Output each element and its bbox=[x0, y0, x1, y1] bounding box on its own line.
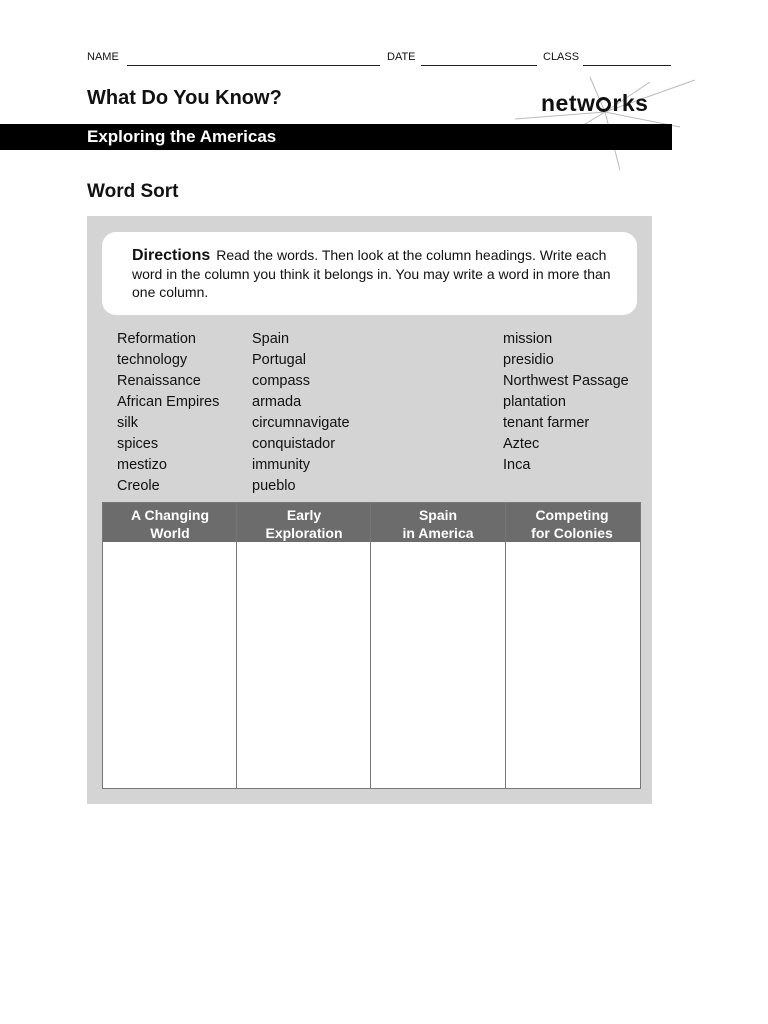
section-title: Word Sort bbox=[87, 181, 179, 202]
name-label: NAME bbox=[87, 51, 119, 63]
word-item: mission bbox=[503, 331, 553, 347]
word-item: Creole bbox=[117, 478, 160, 494]
header-line: in America bbox=[402, 525, 474, 541]
page-title: What Do You Know? bbox=[87, 87, 282, 109]
column-header-early-exploration bbox=[237, 506, 371, 542]
class-field[interactable] bbox=[583, 65, 671, 66]
directions bbox=[132, 246, 622, 301]
header-line: Exploration bbox=[265, 525, 343, 541]
logo-starburst-icon bbox=[510, 72, 700, 172]
word-item: tenant farmer bbox=[503, 415, 590, 431]
header-line: World bbox=[150, 525, 190, 541]
word-item: circumnavigate bbox=[252, 415, 350, 431]
word-item: Northwest Passage bbox=[503, 373, 629, 389]
header-line: Early bbox=[286, 507, 322, 523]
column-header-competing-for-colonies bbox=[505, 506, 639, 542]
header-line: Spain bbox=[418, 507, 458, 523]
logo-text-end: rks bbox=[612, 90, 649, 116]
word-item: armada bbox=[252, 394, 302, 410]
word-item: compass bbox=[252, 373, 311, 389]
answer-cell-competing-for-colonies[interactable] bbox=[507, 543, 639, 787]
directions-label: Directions bbox=[132, 247, 211, 264]
chapter-title: Exploring the Americas bbox=[87, 127, 277, 146]
word-item: mestizo bbox=[117, 457, 167, 473]
answer-cell-spain-in-america[interactable] bbox=[372, 543, 504, 787]
header-line: for Colonies bbox=[531, 525, 613, 541]
word-item: presidio bbox=[503, 352, 554, 368]
logo-text-start: netw bbox=[541, 90, 596, 116]
word-item: plantation bbox=[503, 394, 566, 410]
word-item: Aztec bbox=[503, 436, 540, 452]
word-item: silk bbox=[117, 415, 138, 431]
word-item: African Empires bbox=[117, 394, 220, 410]
word-item: Spain bbox=[252, 331, 290, 347]
name-field[interactable] bbox=[127, 65, 380, 66]
column-divider bbox=[236, 503, 237, 788]
word-item: Reformation bbox=[117, 331, 196, 347]
date-field[interactable] bbox=[421, 65, 537, 66]
answer-cell-early-exploration[interactable] bbox=[238, 543, 369, 787]
word-item: Renaissance bbox=[117, 373, 201, 389]
word-item: immunity bbox=[252, 457, 311, 473]
directions-text: Read the words. Then look at the column headings. Write each word in the column you think it belongs in. You may write a word in more than one column. bbox=[132, 247, 611, 300]
word-item: pueblo bbox=[252, 478, 296, 494]
column-divider bbox=[370, 503, 371, 788]
column-header-spain-in-america bbox=[371, 506, 505, 542]
header-line: A Changing bbox=[130, 507, 210, 523]
word-item: Inca bbox=[503, 457, 531, 473]
header-line: Competing bbox=[535, 507, 609, 523]
word-item: conquistador bbox=[252, 436, 336, 452]
class-label: CLASS bbox=[543, 51, 580, 63]
word-item: spices bbox=[117, 436, 159, 452]
answer-cell-changing-world[interactable] bbox=[104, 543, 235, 787]
networks-logo bbox=[541, 90, 648, 117]
column-header-changing-world bbox=[103, 506, 237, 542]
word-item: Portugal bbox=[252, 352, 307, 368]
column-divider bbox=[505, 503, 506, 788]
logo-o-icon bbox=[596, 97, 611, 112]
word-item: technology bbox=[117, 352, 188, 368]
date-label: DATE bbox=[387, 51, 416, 63]
